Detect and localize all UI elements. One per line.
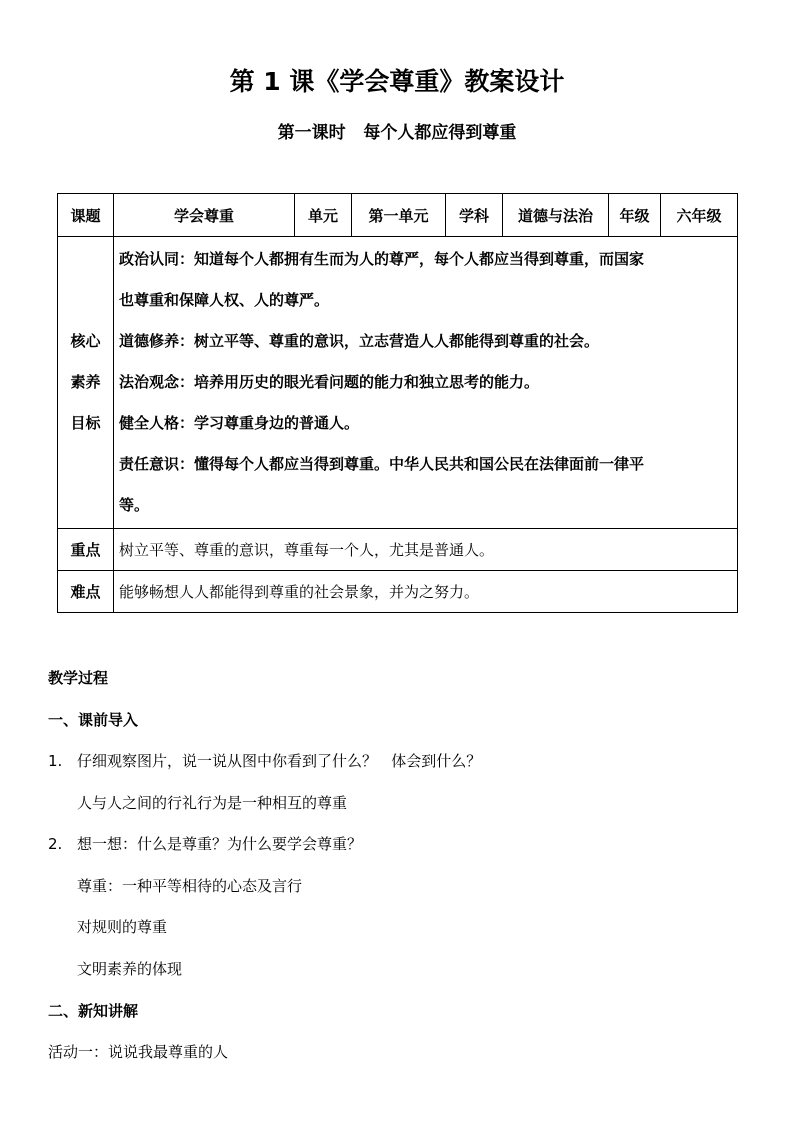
- goal-line-moral: 道德修养：树立平等、尊重的意识，立志营造人人都能得到尊重的社会。: [119, 332, 600, 350]
- document-title: 第 1 课《学会尊重》教案设计: [229, 67, 565, 96]
- document-subtitle: 第一课时 每个人都应得到尊重: [277, 123, 517, 143]
- header-cell-topic-label: 课题: [58, 194, 114, 237]
- key-point-text: 树立平等、尊重的意识，尊重每一个人，尤其是普通人。: [114, 529, 738, 571]
- list-item-answer: 尊重：一种平等相待的心态及言行: [77, 877, 303, 895]
- header-cell-unit: 第一单元: [352, 194, 446, 237]
- goal-line-responsibility: 责任意识：懂得每个人都应当得到尊重。中华人民共和国公民在法律面前一律平: [119, 455, 645, 473]
- goal-line-law: 法治观念：培养用历史的眼光看问题的能力和独立思考的能力。: [119, 373, 540, 391]
- list-item-answer: 人与人之间的行礼行为是一种相互的尊重: [77, 794, 348, 812]
- list-item-observe: 仔细观察图片，说一说从图中你看到了什么？ 体会到什么？: [77, 752, 482, 770]
- section-heading-intro: 一、课前导入: [48, 711, 139, 729]
- goal-line-political-cont: 也尊重和保障人权、人的尊严。: [119, 291, 330, 309]
- goals-row: [58, 237, 738, 529]
- goals-label-line: 核心: [70, 332, 101, 350]
- difficulty-row: [58, 571, 738, 613]
- goals-label-line: 目标: [70, 414, 101, 432]
- header-cell-grade-label: 年级: [609, 194, 661, 237]
- header-cell-topic: 学会尊重: [114, 194, 295, 237]
- section-heading-new-knowledge: 二、新知讲解: [48, 1002, 139, 1020]
- goals-content: [114, 237, 738, 529]
- list-number: 1.: [48, 752, 63, 770]
- key-point-row: [58, 529, 738, 571]
- activity-heading: 活动一：说说我最尊重的人: [48, 1043, 229, 1061]
- difficulty-text: 能够畅想人人都能得到尊重的社会景象，并为之努力。: [114, 571, 738, 613]
- goal-line-political: 政治认同：知道每个人都拥有生而为人的尊严，每个人都应当得到尊重，而国家: [119, 250, 645, 268]
- list-item-think: 想一想：什么是尊重？为什么要学会尊重？: [77, 835, 363, 853]
- header-cell-unit-label: 单元: [295, 194, 352, 237]
- header-cell-grade: 六年级: [661, 194, 738, 237]
- header-cell-subject: 道德与法治: [503, 194, 609, 237]
- list-item-answer: 对规则的尊重: [77, 918, 168, 936]
- goals-label: [58, 237, 114, 529]
- list-number: 2.: [48, 835, 63, 853]
- list-item-answer: 文明素养的体现: [77, 960, 183, 978]
- difficulty-label: 难点: [58, 571, 114, 613]
- header-cell-subject-label: 学科: [446, 194, 503, 237]
- key-point-label: 重点: [58, 529, 114, 571]
- goal-line-personality: 健全人格：学习尊重身边的普通人。: [119, 414, 360, 432]
- goals-label-line: 素养: [70, 373, 101, 391]
- table-header-row: [58, 194, 738, 237]
- goal-line-responsibility-cont: 等。: [119, 496, 150, 514]
- process-heading: 教学过程: [48, 669, 109, 687]
- lesson-plan-table: [57, 193, 738, 613]
